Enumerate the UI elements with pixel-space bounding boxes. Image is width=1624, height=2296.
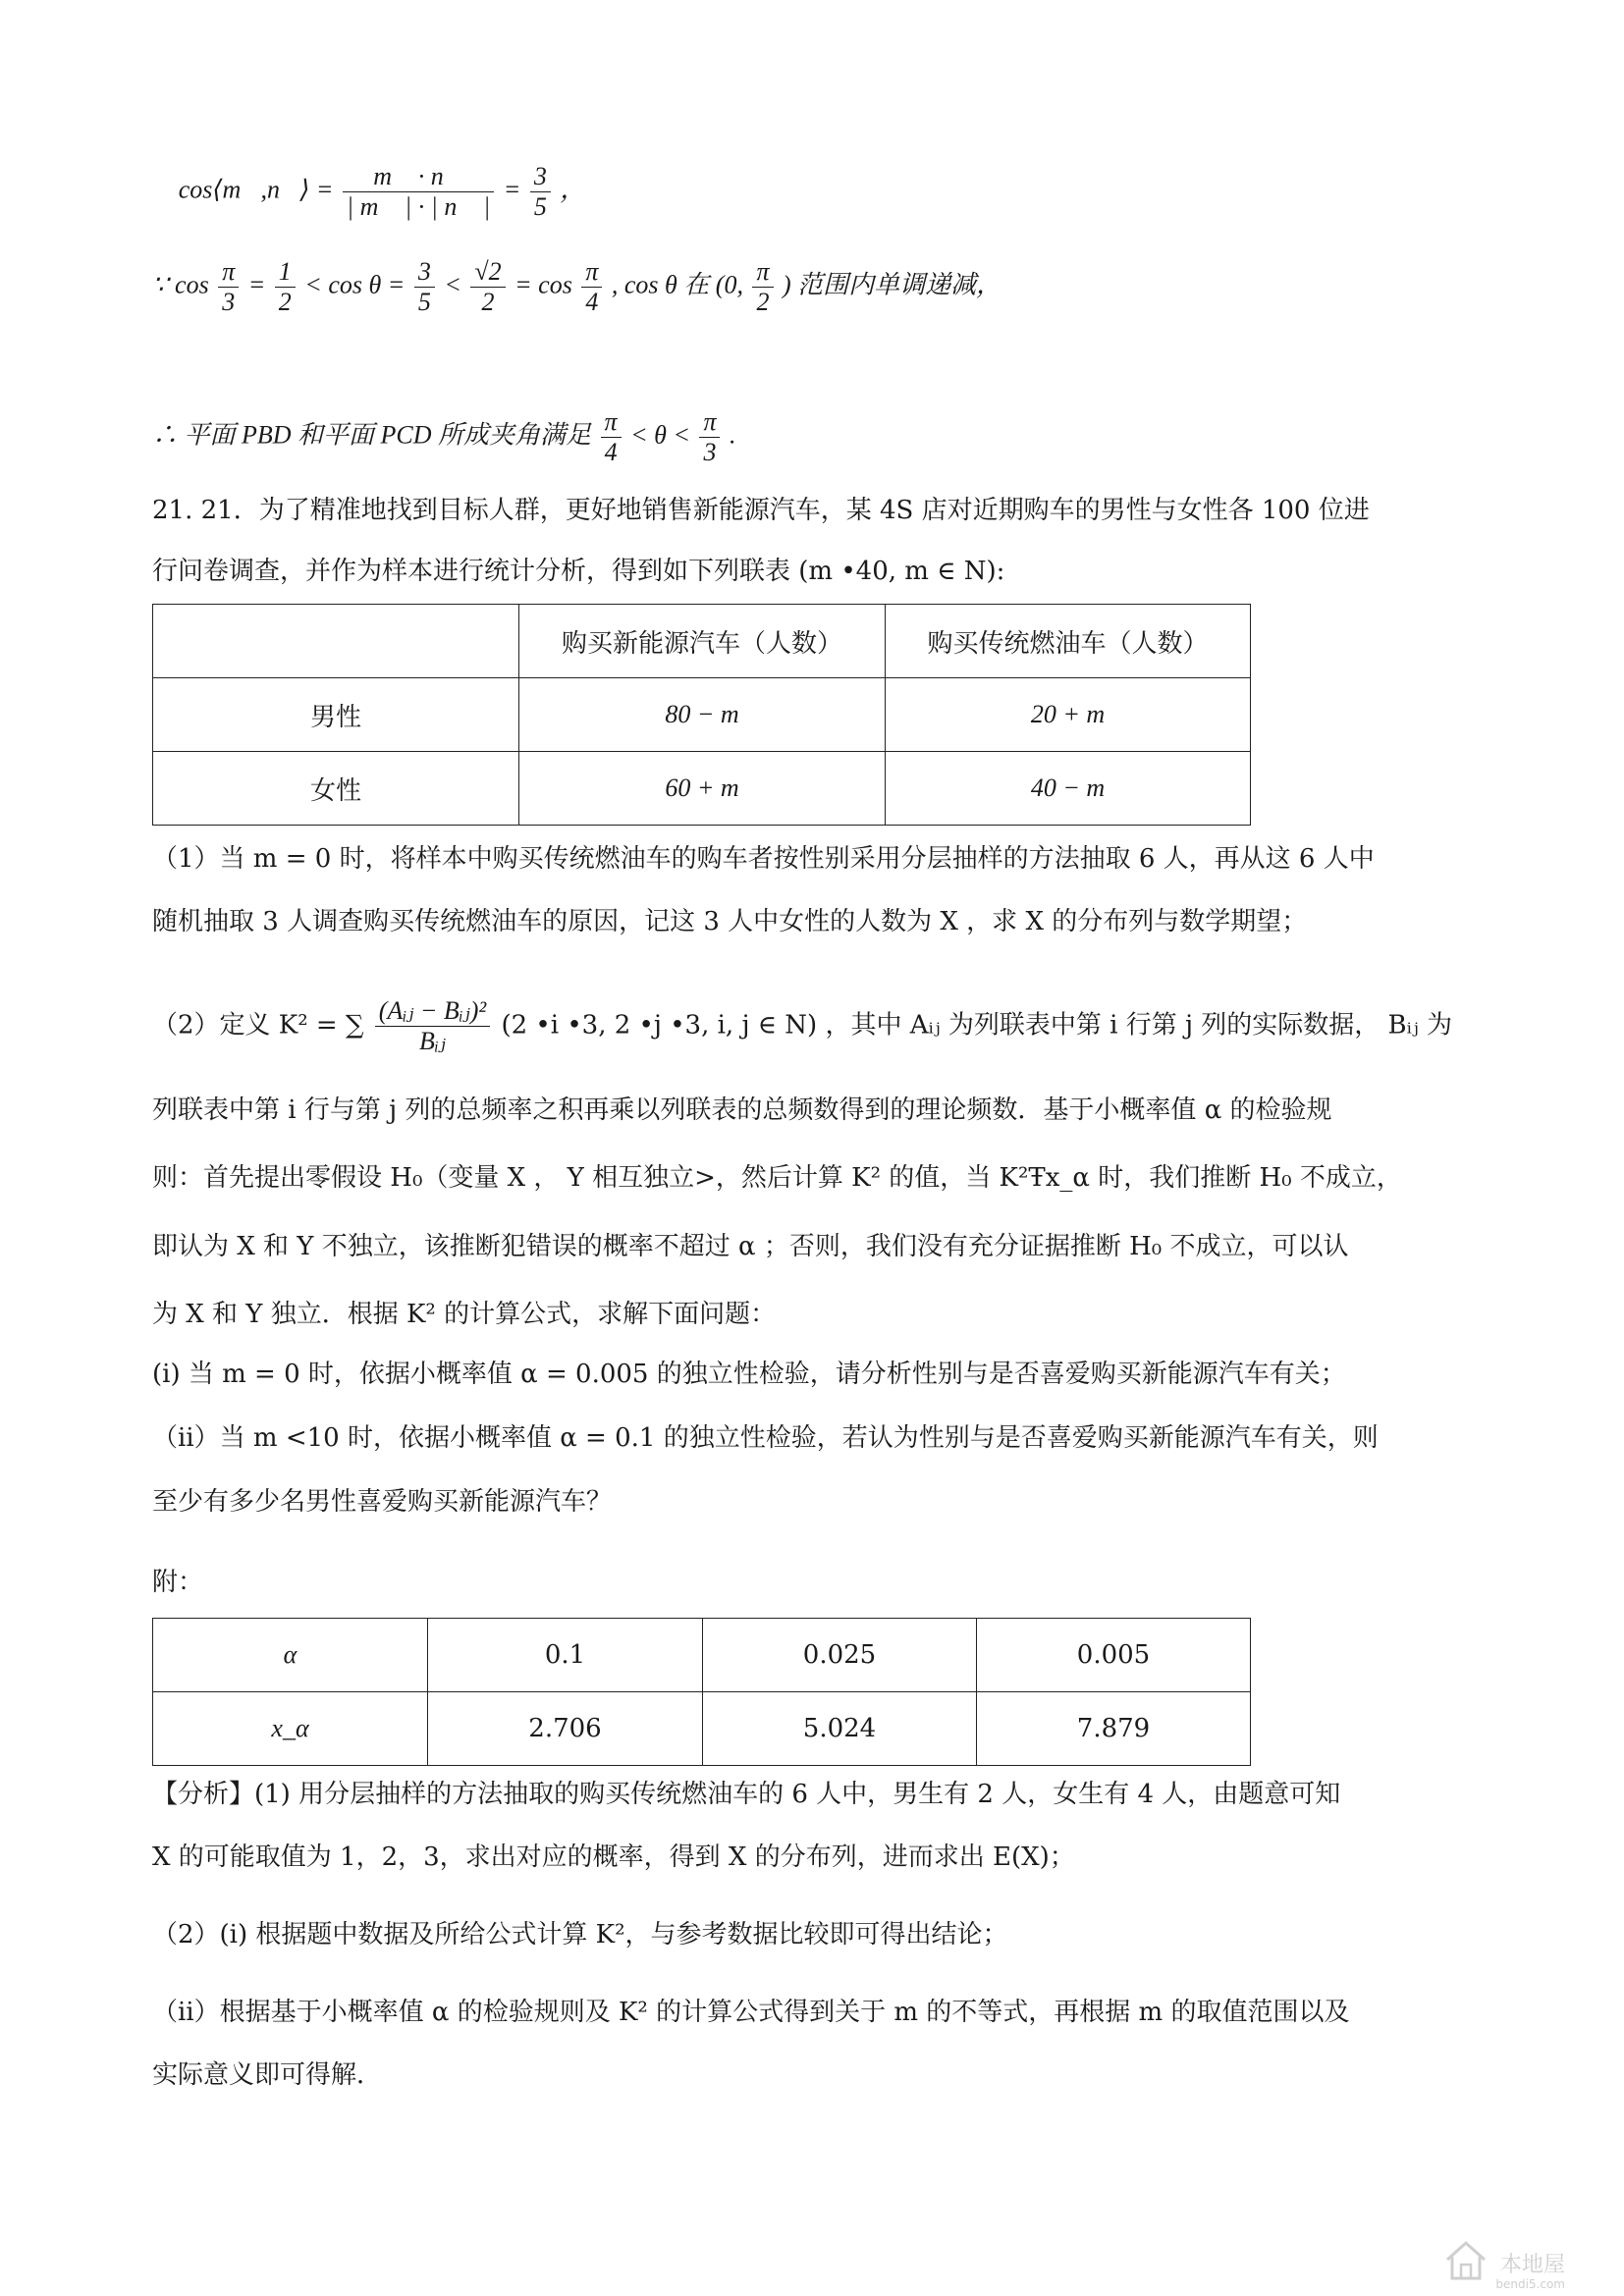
table-cell: 60 + m (519, 752, 886, 826)
text-segment: (2 •i •3, 2 •j •3, i, j ∈ N) ，其中 Aᵢⱼ 为列联表中第 i 行第 j 列的实际数据， Bᵢⱼ 为 (501, 1010, 1453, 1041)
text-segment: = cos (514, 270, 572, 299)
three-fifths-fraction (414, 257, 435, 317)
comma: ， (560, 175, 586, 204)
text-segment: ∵ cos (152, 270, 209, 299)
fraction-numerator: 3 (414, 257, 435, 288)
fraction-numerator: √2 (470, 257, 505, 288)
fraction-denominator: 5 (533, 191, 547, 221)
table-cell: 7.879 (977, 1692, 1251, 1766)
definition-line-2: 列联表中第 i 行与第 j 列的总频率之积再乘以列联表的总频数得到的理论频数．基于小概率值 α 的检验规 (152, 1095, 1332, 1125)
fraction-numerator: (Aᵢⱼ − Bᵢⱼ)² (375, 996, 490, 1027)
table-cell: 5.024 (703, 1692, 977, 1766)
text-segment: . (729, 420, 736, 450)
question-2ii-line-1: （ⅱ）当 m <10 时，依据小概率值 α = 0.1 的独立性检验，若认为性别与是否喜爱购买新能源汽车有关，则 (152, 1423, 1379, 1453)
watermark-text: 本地屋 (1499, 2253, 1565, 2277)
watermark-subtext: bendi5.com (1495, 2277, 1565, 2291)
cosine-formula-line (152, 162, 585, 222)
fraction-denominator: 3 (222, 287, 236, 316)
fraction-numerator: π (218, 257, 239, 288)
table-row (153, 678, 1251, 752)
table-cell: α (153, 1619, 428, 1692)
text-segment: （2）定义 K² = ∑ (152, 1010, 364, 1041)
k-squared-fraction (375, 996, 490, 1056)
fraction-denominator: 5 (417, 287, 431, 316)
pi-over-four-fraction (601, 407, 622, 467)
question-2i-line: (i) 当 m = 0 时，依据小概率值 α = 0.005 的独立性检验，请分析性别与是否喜爱购买新能源汽车有关； (152, 1360, 1346, 1389)
table-header-cell: 购买传统燃油车（人数） (886, 605, 1251, 678)
pi-over-three-fraction (218, 257, 239, 317)
fraction-denominator: 3 (703, 437, 717, 466)
cosine-prefix: ∴ cos⟨m⃗,n⃗⟩ = (152, 175, 334, 204)
table-cell: 2.706 (428, 1692, 703, 1766)
table-cell: 40 − m (886, 752, 1251, 826)
fraction-denominator: 4 (585, 287, 599, 316)
fraction-numerator: 1 (275, 257, 296, 288)
definition-line-4: 即认为 X 和 Y 不独立，该推断犯错误的概率不超过 α ；否则，我们没有充分证据推断 H₀ 不成立，可以认 (152, 1232, 1349, 1261)
fraction-denominator: 4 (604, 437, 618, 466)
root-two-over-two-fraction (470, 257, 505, 317)
question-2ii-line-2: 至少有多少名男性喜爱购买新能源汽车？ (152, 1487, 613, 1517)
fraction-numerator: 3 (530, 162, 551, 192)
analysis-line-5: 实际意义即可得解． (152, 2060, 383, 2090)
table-cell: 80 − m (519, 678, 886, 752)
table-cell: 男性 (153, 678, 519, 752)
fraction-numerator: π (601, 407, 622, 438)
three-fifths-fraction (530, 162, 551, 222)
dot-product-numerator: m⃗ · n⃗ (343, 162, 494, 192)
dot-product-denominator: | m⃗ | · | n⃗ | (346, 191, 491, 221)
table-cell: x_α (153, 1692, 428, 1766)
table-header-row (153, 605, 1251, 678)
text-segment: ) 范围内单调递减， (783, 270, 1002, 299)
table-cell: 20 + m (886, 678, 1251, 752)
one-half-fraction (275, 257, 296, 317)
question-1-line-1: （1）当 m = 0 时，将样本中购买传统燃油车的购车者按性别采用分层抽样的方法抽取 6 人，再从这 6 人中 (152, 844, 1375, 874)
pi-over-three-fraction (699, 407, 720, 467)
fraction-denominator: 2 (756, 287, 770, 316)
table-header-cell: 购买新能源汽车（人数） (519, 605, 886, 678)
fraction-denominator: Bᵢⱼ (419, 1026, 446, 1055)
watermark (1495, 2248, 1565, 2291)
angle-range-line (152, 407, 735, 467)
text-segment: < cos θ = (304, 270, 406, 299)
table-cell: 0.005 (977, 1619, 1251, 1692)
definition-line-5: 为 X 和 Y 独立．根据 K² 的计算公式，求解下面问题： (152, 1300, 777, 1329)
table-cell: 0.1 (428, 1619, 703, 1692)
table-cell: 女性 (153, 752, 519, 826)
table-row (153, 752, 1251, 826)
analysis-line-2: X 的可能取值为 1，2，3，求出对应的概率，得到 X 的分布列，进而求出 E(X)； (152, 1842, 1075, 1872)
equals-sign: = (503, 175, 521, 204)
fraction-denominator: 2 (481, 287, 495, 316)
table-row (153, 1692, 1251, 1766)
contingency-table (152, 604, 1251, 826)
pi-over-two-fraction (752, 257, 773, 317)
problem-intro-line-1: 21. 21．为了精准地找到目标人群，更好地销售新能源汽车，某 4S 店对近期购车的男性与女性各 100 位进 (152, 496, 1370, 525)
k-squared-definition-line (152, 996, 1452, 1056)
fraction-numerator: π (581, 257, 602, 288)
text-segment: < (444, 270, 461, 299)
text-segment: = (247, 270, 266, 299)
pi-over-four-fraction (581, 257, 602, 317)
text-segment: ∴ 平面 PBD 和平面 PCD 所成夹角满足 (152, 420, 592, 450)
dot-product-fraction (343, 162, 494, 222)
problem-intro-line-2: 行问卷调查，并作为样本进行统计分析，得到如下列联表 (m •40, m ∈ N): (152, 557, 1005, 586)
appendix-label: 附： (152, 1568, 204, 1597)
table-cell: 0.025 (703, 1619, 977, 1692)
analysis-line-4: （ⅱ）根据基于小概率值 α 的检验规则及 K² 的计算公式得到关于 m 的不等式，再根据 m 的取值范围以及 (152, 1998, 1350, 2027)
table-header-cell (153, 605, 519, 678)
fraction-numerator: π (752, 257, 773, 288)
house-icon (1443, 2238, 1489, 2283)
analysis-line-1: 【分析】(1) 用分层抽样的方法抽取的购买传统燃油车的 6 人中，男生有 2 人，女生有 4 人，由题意可知 (152, 1780, 1341, 1809)
fraction-numerator: π (699, 407, 720, 438)
critical-value-table (152, 1618, 1251, 1766)
text-segment: < θ < (630, 420, 690, 450)
text-segment: , cos θ 在 (0, (611, 270, 743, 299)
table-row (153, 1619, 1251, 1692)
definition-line-3: 则：首先提出零假设 H₀（变量 X ， Y 相互独立>，然后计算 K² 的值，当 K²Ŧx_α 时，我们推断 H₀ 不成立， (152, 1163, 1402, 1193)
cosine-comparison-line (152, 257, 1001, 317)
fraction-denominator: 2 (278, 287, 292, 316)
analysis-line-3: （2）(i) 根据题中数据及所给公式计算 K²，与参考数据比较即可得出结论； (152, 1920, 1008, 1949)
question-1-line-2: 随机抽取 3 人调查购买传统燃油车的原因，记这 3 人中女性的人数为 X ，求 X 的分布列与数学期望； (152, 907, 1308, 936)
